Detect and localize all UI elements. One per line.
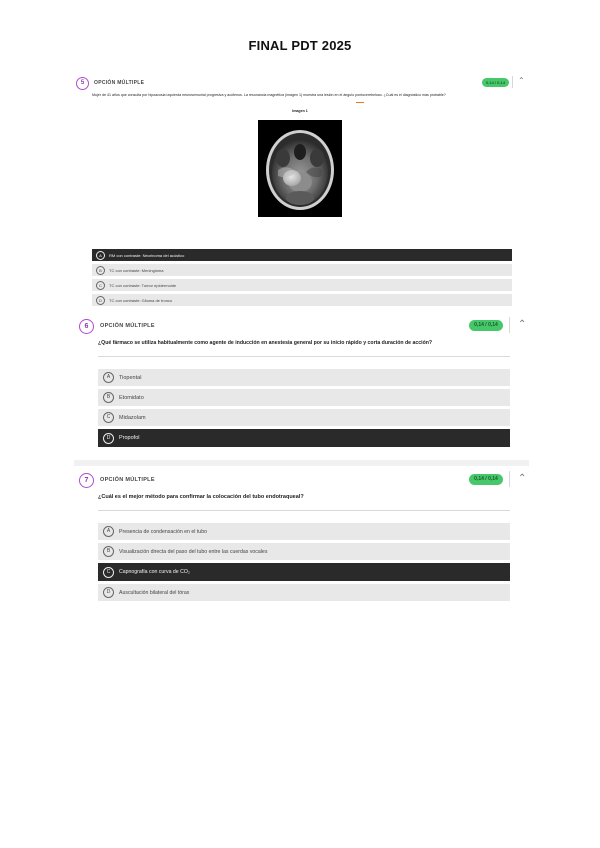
option-letter: A	[103, 372, 114, 383]
option-letter: B	[103, 392, 114, 403]
option-letter: A	[96, 251, 105, 260]
option-text: RM con contraste: Neurinoma del acústico	[109, 252, 185, 258]
option-c[interactable]	[98, 409, 510, 426]
option-c[interactable]	[98, 563, 510, 581]
option-text: Midazolam	[119, 414, 146, 421]
option-text: TC con contraste: Tumor epidermoide	[109, 282, 177, 288]
question-number: 5	[76, 77, 89, 90]
score-badge: 0,14 / 0,14	[482, 78, 509, 87]
question-6-header	[79, 318, 155, 334]
option-b[interactable]	[98, 389, 510, 406]
option-a[interactable]	[98, 523, 510, 540]
chevron-up-icon[interactable]: ⌃	[518, 76, 525, 85]
option-letter: D	[96, 296, 105, 305]
option-text: Capnografía con curva de CO₂	[119, 569, 190, 575]
option-text: Visualización directa del paso del tubo entre las cuerdas vocales	[119, 548, 268, 555]
option-letter: C	[103, 567, 114, 578]
question-text: ¿Cuál es el mejor método para confirmar la colocación del tubo endotraqueal?	[98, 494, 304, 500]
question-divider	[98, 356, 510, 357]
question-divider	[98, 510, 510, 511]
option-text: TC con contraste: Glioma de tronco	[109, 297, 173, 303]
option-letter: D	[103, 587, 114, 598]
option-letter: A	[103, 526, 114, 537]
header-divider	[509, 317, 510, 333]
option-d[interactable]	[98, 429, 510, 447]
option-letter: C	[96, 281, 105, 290]
question-text: ¿Qué fármaco se utiliza habitualmente como agente de inducción en anestesia general por su inicio rápido y corta duración de acción?	[98, 340, 433, 346]
chevron-up-icon[interactable]: ⌃	[518, 473, 527, 484]
option-a[interactable]	[98, 369, 510, 386]
highlight-mark	[356, 102, 364, 103]
header-divider	[509, 471, 510, 487]
chevron-up-icon[interactable]: ⌃	[518, 319, 527, 330]
header-divider	[512, 76, 513, 88]
score-badge: 0,14 / 0,14	[469, 474, 503, 485]
option-text: Presencia de condensación en el tubo	[119, 528, 207, 535]
option-text: TC con contraste: Meningioma	[109, 267, 164, 273]
option-letter: D	[103, 433, 114, 444]
question-5-header	[76, 76, 144, 90]
question-7-header	[79, 472, 155, 488]
question-number: 6	[79, 319, 94, 334]
question-number: 7	[79, 473, 94, 488]
section-separator	[74, 460, 529, 466]
option-b[interactable]	[92, 264, 512, 276]
option-letter: B	[103, 546, 114, 557]
option-d[interactable]	[98, 584, 510, 601]
question-text: Mujer de 41 años que consulta por hipoacusia izquierda neurosensorial progresiva y acúfenos. La resonancia magnética (imagen 1) muestra una lesión en el ángulo pontocerebeloso. ¿Cuál es el diagnóstico más probable?	[92, 93, 446, 97]
option-letter: C	[103, 412, 114, 423]
question-type: OPCIÓN MÚLTIPLE	[100, 323, 155, 329]
option-a[interactable]	[92, 249, 512, 261]
mri-image	[258, 120, 342, 217]
option-b[interactable]	[98, 543, 510, 560]
score-badge: 0,14 / 0,14	[469, 320, 503, 331]
option-text: Auscultación bilateral del tórax	[119, 589, 190, 596]
option-text: Propofol	[119, 435, 140, 441]
option-d[interactable]	[92, 294, 512, 306]
question-type: OPCIÓN MÚLTIPLE	[100, 477, 155, 483]
option-letter: B	[96, 266, 105, 275]
option-c[interactable]	[92, 279, 512, 291]
page-title: FINAL PDT 2025	[248, 38, 352, 53]
option-text: Tiopental	[119, 374, 142, 381]
question-type: OPCIÓN MÚLTIPLE	[94, 80, 145, 86]
image-caption: Imagen 1	[292, 109, 308, 113]
option-text: Etomidato	[119, 394, 144, 401]
